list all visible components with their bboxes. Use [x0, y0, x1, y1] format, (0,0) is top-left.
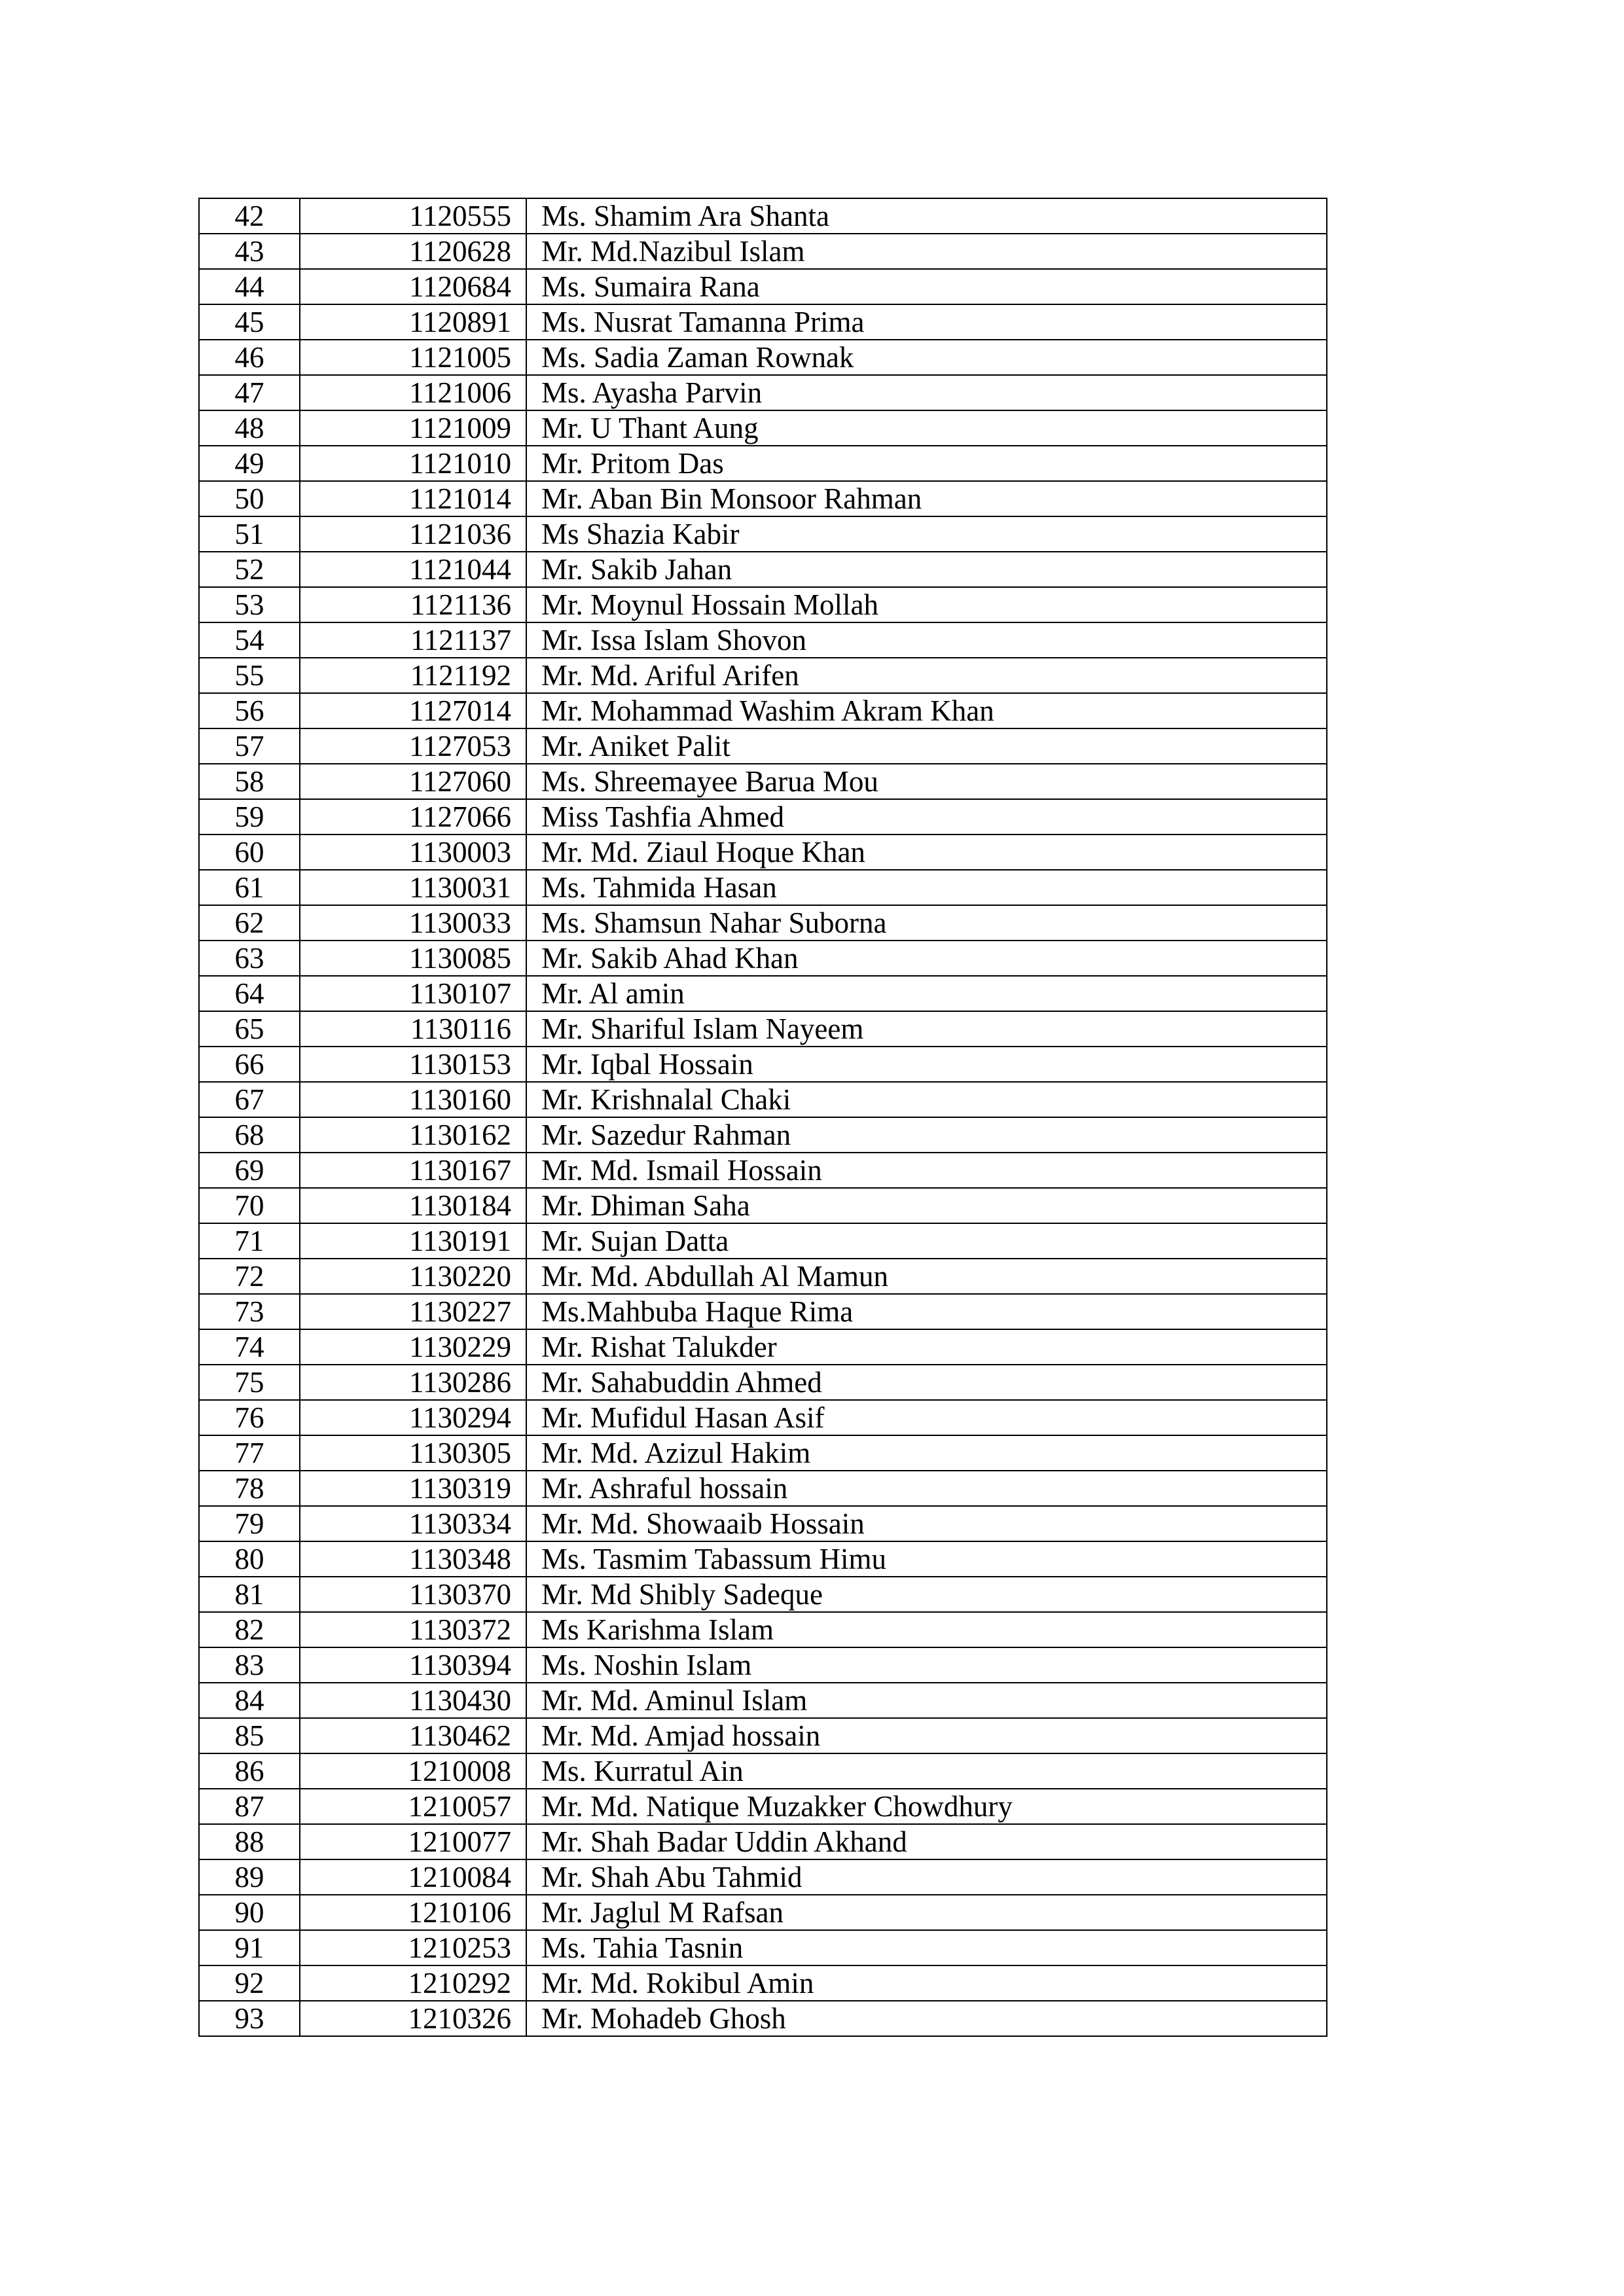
student-id-cell: 1121136: [300, 587, 526, 622]
serial-number-cell: 91: [199, 1930, 300, 1965]
table-row: [199, 1718, 1327, 1753]
table-row: [199, 587, 1327, 622]
student-id-cell: 1210292: [300, 1965, 526, 2001]
student-name-cell: Mr. Sahabuddin Ahmed: [526, 1365, 1327, 1400]
student-id-cell: 1127053: [300, 728, 526, 764]
student-id-cell: 1130220: [300, 1259, 526, 1294]
table-row: [199, 1789, 1327, 1824]
student-id-cell: 1121014: [300, 481, 526, 516]
student-name-cell: Mr. Mohadeb Ghosh: [526, 2001, 1327, 2036]
serial-number-cell: 71: [199, 1223, 300, 1259]
serial-number-cell: 86: [199, 1753, 300, 1789]
student-name-cell: Mr. Md. Azizul Hakim: [526, 1435, 1327, 1471]
serial-number-cell: 61: [199, 870, 300, 905]
table-row: [199, 693, 1327, 728]
student-id-cell: 1210084: [300, 1859, 526, 1895]
student-name-cell: Miss Tashfia Ahmed: [526, 799, 1327, 834]
student-name-cell: Mr. Shah Abu Tahmid: [526, 1859, 1327, 1895]
serial-number-cell: 75: [199, 1365, 300, 1400]
student-name-cell: Ms Karishma Islam: [526, 1612, 1327, 1647]
student-name-cell: Mr. Mohammad Washim Akram Khan: [526, 693, 1327, 728]
serial-number-cell: 93: [199, 2001, 300, 2036]
serial-number-cell: 49: [199, 446, 300, 481]
serial-number-cell: 57: [199, 728, 300, 764]
student-id-cell: 1121044: [300, 552, 526, 587]
serial-number-cell: 52: [199, 552, 300, 587]
table-row: [199, 198, 1327, 234]
serial-number-cell: 73: [199, 1294, 300, 1329]
table-row: [199, 446, 1327, 481]
serial-number-cell: 84: [199, 1683, 300, 1718]
table-row: [199, 905, 1327, 941]
student-id-cell: 1130116: [300, 1011, 526, 1047]
table-row: [199, 1824, 1327, 1859]
serial-number-cell: 82: [199, 1612, 300, 1647]
student-id-cell: 1130229: [300, 1329, 526, 1365]
student-name-cell: Mr. Md Shibly Sadeque: [526, 1577, 1327, 1612]
student-name-cell: Ms Shazia Kabir: [526, 516, 1327, 552]
student-name-cell: Ms. Sadia Zaman Rownak: [526, 340, 1327, 375]
serial-number-cell: 77: [199, 1435, 300, 1471]
student-id-cell: 1127066: [300, 799, 526, 834]
serial-number-cell: 80: [199, 1541, 300, 1577]
student-name-cell: Mr. Moynul Hossain Mollah: [526, 587, 1327, 622]
serial-number-cell: 44: [199, 269, 300, 304]
student-id-cell: 1121137: [300, 622, 526, 658]
student-name-cell: Ms. Tasmim Tabassum Himu: [526, 1541, 1327, 1577]
student-name-cell: Mr. Md. Showaaib Hossain: [526, 1506, 1327, 1541]
student-id-cell: 1130033: [300, 905, 526, 941]
table-row: [199, 1930, 1327, 1965]
serial-number-cell: 76: [199, 1400, 300, 1435]
student-name-cell: Mr. Sujan Datta: [526, 1223, 1327, 1259]
student-id-cell: 1130294: [300, 1400, 526, 1435]
table-row: [199, 1577, 1327, 1612]
student-id-cell: 1210057: [300, 1789, 526, 1824]
student-id-cell: 1130191: [300, 1223, 526, 1259]
student-name-cell: Mr. Sakib Jahan: [526, 552, 1327, 587]
student-name-cell: Mr. Jaglul M Rafsan: [526, 1895, 1327, 1930]
student-name-cell: Ms. Shamsun Nahar Suborna: [526, 905, 1327, 941]
serial-number-cell: 62: [199, 905, 300, 941]
table-row: [199, 1435, 1327, 1471]
student-id-cell: 1120891: [300, 304, 526, 340]
table-row: [199, 1647, 1327, 1683]
table-row: [199, 552, 1327, 587]
student-id-cell: 1130227: [300, 1294, 526, 1329]
serial-number-cell: 85: [199, 1718, 300, 1753]
student-name-cell: Mr. Md. Amjad hossain: [526, 1718, 1327, 1753]
student-name-cell: Ms. Ayasha Parvin: [526, 375, 1327, 410]
student-name-cell: Mr. Al amin: [526, 976, 1327, 1011]
student-id-cell: 1121009: [300, 410, 526, 446]
student-name-cell: Mr. Shah Badar Uddin Akhand: [526, 1824, 1327, 1859]
student-name-cell: Mr. Dhiman Saha: [526, 1188, 1327, 1223]
table-row: [199, 481, 1327, 516]
table-row: [199, 1895, 1327, 1930]
student-id-cell: 1130107: [300, 976, 526, 1011]
serial-number-cell: 46: [199, 340, 300, 375]
table-row: [199, 728, 1327, 764]
serial-number-cell: 42: [199, 198, 300, 234]
serial-number-cell: 56: [199, 693, 300, 728]
student-name-cell: Ms. Shreemayee Barua Mou: [526, 764, 1327, 799]
table-row: [199, 799, 1327, 834]
table-row: [199, 764, 1327, 799]
table-row: [199, 1047, 1327, 1082]
student-id-cell: 1130162: [300, 1117, 526, 1153]
serial-number-cell: 78: [199, 1471, 300, 1506]
table-row: [199, 1471, 1327, 1506]
table-row: [199, 1753, 1327, 1789]
student-id-cell: 1130305: [300, 1435, 526, 1471]
student-id-cell: 1210077: [300, 1824, 526, 1859]
student-name-cell: Mr. Md. Rokibul Amin: [526, 1965, 1327, 2001]
serial-number-cell: 53: [199, 587, 300, 622]
student-name-cell: Mr. U Thant Aung: [526, 410, 1327, 446]
table-row: [199, 1082, 1327, 1117]
serial-number-cell: 59: [199, 799, 300, 834]
table-row: [199, 1965, 1327, 2001]
student-name-cell: Mr. Mufidul Hasan Asif: [526, 1400, 1327, 1435]
student-list-table: [198, 198, 1327, 2037]
table-row: [199, 1365, 1327, 1400]
serial-number-cell: 83: [199, 1647, 300, 1683]
table-row: [199, 375, 1327, 410]
student-name-cell: Mr. Sazedur Rahman: [526, 1117, 1327, 1153]
table-row: [199, 516, 1327, 552]
serial-number-cell: 47: [199, 375, 300, 410]
serial-number-cell: 90: [199, 1895, 300, 1930]
student-name-cell: Ms. Kurratul Ain: [526, 1753, 1327, 1789]
serial-number-cell: 69: [199, 1153, 300, 1188]
serial-number-cell: 79: [199, 1506, 300, 1541]
serial-number-cell: 70: [199, 1188, 300, 1223]
serial-number-cell: 58: [199, 764, 300, 799]
student-id-cell: 1130430: [300, 1683, 526, 1718]
student-id-cell: 1210008: [300, 1753, 526, 1789]
student-id-cell: 1130319: [300, 1471, 526, 1506]
student-name-cell: Mr. Iqbal Hossain: [526, 1047, 1327, 1082]
student-name-cell: Mr. Aban Bin Monsoor Rahman: [526, 481, 1327, 516]
serial-number-cell: 81: [199, 1577, 300, 1612]
serial-number-cell: 54: [199, 622, 300, 658]
student-id-cell: 1210326: [300, 2001, 526, 2036]
serial-number-cell: 66: [199, 1047, 300, 1082]
student-name-cell: Mr. Issa Islam Shovon: [526, 622, 1327, 658]
student-name-cell: Mr. Md. Ziaul Hoque Khan: [526, 834, 1327, 870]
student-name-cell: Ms. Noshin Islam: [526, 1647, 1327, 1683]
table-row: [199, 1400, 1327, 1435]
table-row: [199, 834, 1327, 870]
student-id-cell: 1210253: [300, 1930, 526, 1965]
table-row: [199, 1223, 1327, 1259]
serial-number-cell: 89: [199, 1859, 300, 1895]
student-id-cell: 1121192: [300, 658, 526, 693]
serial-number-cell: 48: [199, 410, 300, 446]
student-id-cell: 1130031: [300, 870, 526, 905]
student-id-cell: 1130085: [300, 941, 526, 976]
student-id-cell: 1121005: [300, 340, 526, 375]
student-name-cell: Mr. Aniket Palit: [526, 728, 1327, 764]
table-row: [199, 234, 1327, 269]
student-id-cell: 1121036: [300, 516, 526, 552]
student-name-cell: Ms.Mahbuba Haque Rima: [526, 1294, 1327, 1329]
serial-number-cell: 50: [199, 481, 300, 516]
table-row: [199, 1612, 1327, 1647]
table-row: [199, 304, 1327, 340]
student-id-cell: 1130286: [300, 1365, 526, 1400]
student-name-cell: Mr. Sakib Ahad Khan: [526, 941, 1327, 976]
table-row: [199, 1859, 1327, 1895]
serial-number-cell: 64: [199, 976, 300, 1011]
serial-number-cell: 67: [199, 1082, 300, 1117]
table-row: [199, 410, 1327, 446]
student-id-cell: 1130370: [300, 1577, 526, 1612]
student-name-cell: Mr. Ashraful hossain: [526, 1471, 1327, 1506]
student-id-cell: 1130184: [300, 1188, 526, 1223]
serial-number-cell: 88: [199, 1824, 300, 1859]
serial-number-cell: 87: [199, 1789, 300, 1824]
serial-number-cell: 92: [199, 1965, 300, 2001]
table-row: [199, 1188, 1327, 1223]
table-row: [199, 1153, 1327, 1188]
student-id-cell: 1130372: [300, 1612, 526, 1647]
student-id-cell: 1130348: [300, 1541, 526, 1577]
table-row: [199, 340, 1327, 375]
table-row: [199, 1117, 1327, 1153]
table-row: [199, 1329, 1327, 1365]
student-name-cell: Mr. Md.Nazibul Islam: [526, 234, 1327, 269]
table-row: [199, 1683, 1327, 1718]
student-id-cell: 1130334: [300, 1506, 526, 1541]
student-name-cell: Mr. Md. Aminul Islam: [526, 1683, 1327, 1718]
student-name-cell: Ms. Tahmida Hasan: [526, 870, 1327, 905]
student-id-cell: 1121006: [300, 375, 526, 410]
student-name-cell: Mr. Md. Natique Muzakker Chowdhury: [526, 1789, 1327, 1824]
table-row: [199, 976, 1327, 1011]
student-name-cell: Ms. Sumaira Rana: [526, 269, 1327, 304]
table-row: [199, 1259, 1327, 1294]
student-name-cell: Mr. Pritom Das: [526, 446, 1327, 481]
student-name-cell: Mr. Md. Ariful Arifen: [526, 658, 1327, 693]
student-name-cell: Mr. Shariful Islam Nayeem: [526, 1011, 1327, 1047]
student-id-cell: 1130394: [300, 1647, 526, 1683]
serial-number-cell: 65: [199, 1011, 300, 1047]
student-list-body: [199, 198, 1327, 2036]
student-name-cell: Mr. Md. Abdullah Al Mamun: [526, 1259, 1327, 1294]
student-id-cell: 1130003: [300, 834, 526, 870]
serial-number-cell: 45: [199, 304, 300, 340]
table-row: [199, 1506, 1327, 1541]
student-name-cell: Mr. Md. Ismail Hossain: [526, 1153, 1327, 1188]
table-row: [199, 269, 1327, 304]
serial-number-cell: 51: [199, 516, 300, 552]
table-row: [199, 1541, 1327, 1577]
student-name-cell: Ms. Nusrat Tamanna Prima: [526, 304, 1327, 340]
table-row: [199, 941, 1327, 976]
student-id-cell: 1130462: [300, 1718, 526, 1753]
serial-number-cell: 68: [199, 1117, 300, 1153]
serial-number-cell: 55: [199, 658, 300, 693]
table-row: [199, 870, 1327, 905]
student-name-cell: Ms. Tahia Tasnin: [526, 1930, 1327, 1965]
student-id-cell: 1120628: [300, 234, 526, 269]
serial-number-cell: 72: [199, 1259, 300, 1294]
table-row: [199, 2001, 1327, 2036]
student-id-cell: 1127060: [300, 764, 526, 799]
student-name-cell: Mr. Rishat Talukder: [526, 1329, 1327, 1365]
student-id-cell: 1210106: [300, 1895, 526, 1930]
table-row: [199, 658, 1327, 693]
student-id-cell: 1130160: [300, 1082, 526, 1117]
student-id-cell: 1130167: [300, 1153, 526, 1188]
table-row: [199, 1294, 1327, 1329]
table-row: [199, 1011, 1327, 1047]
student-id-cell: 1121010: [300, 446, 526, 481]
table-row: [199, 622, 1327, 658]
serial-number-cell: 43: [199, 234, 300, 269]
student-id-cell: 1127014: [300, 693, 526, 728]
serial-number-cell: 60: [199, 834, 300, 870]
student-name-cell: Ms. Shamim Ara Shanta: [526, 198, 1327, 234]
serial-number-cell: 63: [199, 941, 300, 976]
student-id-cell: 1120684: [300, 269, 526, 304]
serial-number-cell: 74: [199, 1329, 300, 1365]
student-name-cell: Mr. Krishnalal Chaki: [526, 1082, 1327, 1117]
student-id-cell: 1130153: [300, 1047, 526, 1082]
student-id-cell: 1120555: [300, 198, 526, 234]
